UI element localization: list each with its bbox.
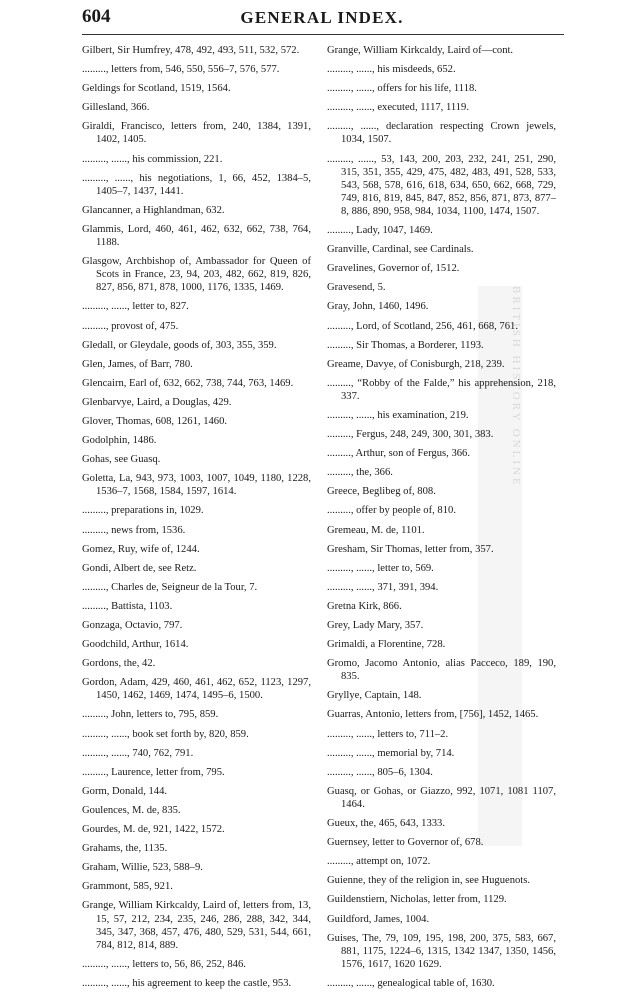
- index-entry: Gonzaga, Octavio, 797.: [82, 620, 183, 631]
- index-entry: Grey, Lady Mary, 357.: [327, 620, 424, 631]
- header-rule: [82, 34, 564, 35]
- index-entry: Grammont, 585, 921.: [82, 881, 173, 893]
- index-entry: Gravesend, 5.: [327, 282, 386, 294]
- index-entry: ........., ......, his examination, 219.: [327, 409, 469, 421]
- index-entry: Gray, John, 1460, 1496.: [327, 301, 429, 313]
- index-entry: ........., ......, his agreement to keep the castle, 953.: [82, 977, 292, 989]
- index-entry: Gomez, Ruy, wife of, 1244.: [82, 543, 200, 555]
- index-entry: ........., Lady, 1047, 1469.: [327, 225, 433, 237]
- index-entry: Granville, Cardinal, see Cardinals.: [327, 244, 474, 256]
- index-entry: ........., ......, his negotiations, 1, 66, 452, 1384–5, 1405–7, 1437, 1441.: [82, 172, 311, 197]
- index-entry: Gillesland, 366.: [82, 102, 150, 114]
- index-entry: Glammis, Lord, 460, 461, 462, 632, 662, 738, 764, 1188.: [82, 223, 311, 249]
- index-entry: ........., ......, offers for his life, 1118.: [327, 83, 477, 95]
- index-entry: Godolphin, 1486.: [82, 435, 157, 447]
- index-entry: Goodchild, Arthur, 1614.: [82, 639, 189, 651]
- index-entry: ........., ......, 740, 762, 791.: [82, 747, 194, 759]
- index-entry: Geldings for Scotland, 1519, 1564.: [82, 83, 231, 95]
- index-entry: Graham, Willie, 523, 588–9.: [82, 862, 203, 874]
- index-entry: Gourdes, M. de, 921, 1422, 1572.: [82, 824, 225, 836]
- page-number: 604: [82, 6, 111, 27]
- index-entry: ........., ......, 805–6, 1304.: [327, 766, 433, 778]
- index-entry: Gryllye, Captain, 148.: [327, 690, 422, 702]
- index-entry: Glenbarvye, Laird, a Douglas, 429.: [82, 396, 232, 408]
- index-entry: Greame, Davye, of Conisburgh, 218, 239.: [327, 358, 505, 370]
- index-entry: Gravelines, Governor of, 1512.: [327, 263, 460, 275]
- index-entry: ........., “Robby of the Falde,” his apprehension, 218, 337.: [327, 377, 556, 402]
- index-entry: Glen, James, of Barr, 780.: [82, 358, 193, 370]
- index-entry: ........., ......, 53, 143, 200, 203, 232, 241, 251, 290, 315, 351, 355, 429, 475, 482, 483, 491, 528, 533, 543, 568, 578, 616, 618, 634, 650, 662, 668, 729, 749, 816, 819, 845, 847, 852, 856, 871, 873, 877–8, 886, 890, 958, 984, 1034, 1100, 1474, 1507.: [327, 153, 556, 217]
- index-entry: Gohas, see Guasq.: [82, 454, 161, 466]
- index-entry: ........., Charles de, Seigneur de la Tour, 7.: [82, 581, 258, 593]
- index-entry: Gromo, Jacomo Antonio, alias Pacceco, 189, 190, 835.: [327, 658, 556, 683]
- index-entry: Greece, Beglibeg of, 808.: [327, 486, 436, 498]
- index-entry: Grange, William Kirkcaldy, Laird of—cont.: [327, 45, 514, 56]
- index-entry: Glencairn, Earl of, 632, 662, 738, 744, 763, 1469.: [82, 377, 294, 389]
- index-entry: Gledall, or Gleydale, goods of, 303, 355, 359.: [82, 339, 277, 351]
- index-entry: Gueux, the, 465, 643, 1333.: [327, 818, 445, 830]
- index-entry: Guernsey, letter to Governor of, 678.: [327, 837, 484, 849]
- watermark: BRITISH HISTORY ONLINE: [478, 286, 522, 846]
- index-entry: ........., letters from, 546, 550, 556–7, 576, 577.: [82, 64, 280, 76]
- index-entry: Goletta, La, 943, 973, 1003, 1007, 1049, 1180, 1228, 1536–7, 1568, 1584, 1597, 1614.: [82, 473, 311, 498]
- index-entry: Grimaldi, a Florentine, 728.: [327, 639, 446, 651]
- index-entry: Goulences, M. de, 835.: [82, 804, 181, 816]
- index-entry: Guildford, James, 1004.: [327, 913, 430, 925]
- index-entry: ........., ......, book set forth by, 820, 859.: [82, 728, 249, 740]
- index-entry: Glasgow, Archbishop of, Ambassador for Queen of Scots in France, 23, 94, 203, 482, 662, 819, 826, 827, 856, 871, 878, 1000, 1176, 1335, 1469.: [82, 256, 311, 294]
- index-entry: ........., news from, 1536.: [82, 524, 186, 536]
- index-entry: Gordons, the, 42.: [82, 658, 156, 670]
- index-entry: ........., ......, genealogical table of, 1630.: [327, 977, 495, 989]
- index-entry: ........., offer by people of, 810.: [327, 505, 456, 517]
- index-entry: Gilbert, Sir Humfrey, 478, 492, 493, 511, 532, 572.: [82, 45, 300, 56]
- index-entry: ........., Lord, of Scotland, 256, 461, 668, 761.: [327, 320, 518, 332]
- index-entry: ........., attempt on, 1072.: [327, 856, 431, 868]
- index-entry: Gondi, Albert de, see Retz.: [82, 562, 197, 574]
- index-entry: ........., ......, his misdeeds, 652.: [327, 64, 456, 76]
- index-entry: ........., provost of, 475.: [82, 320, 179, 332]
- index-entry: ........., Fergus, 248, 249, 300, 301, 383.: [327, 429, 494, 441]
- index-entry: Guises, The, 79, 109, 195, 198, 200, 375, 583, 667, 881, 1175, 1224–6, 1315, 1342 1347, 1350, 1456, 1576, 1617, 1620 1629.: [327, 932, 556, 970]
- index-entry: ........., ......, letters to, 711–2.: [327, 728, 449, 740]
- index-entry: ........., Sir Thomas, a Borderer, 1193.: [327, 339, 484, 351]
- index-entry: Guildenstiern, Nicholas, letter from, 1129.: [327, 894, 507, 906]
- index-entry: ........., ......, memorial by, 714.: [327, 747, 455, 759]
- page-header: [82, 6, 562, 32]
- index-column-right: [327, 44, 556, 996]
- index-entry: Guarras, Antonio, letters from, [756], 1452, 1465.: [327, 709, 539, 721]
- index-entry: Gresham, Sir Thomas, letter from, 357.: [327, 543, 494, 555]
- index-entry: ........., ......, 371, 391, 394.: [327, 581, 439, 593]
- index-entry: Guasq, or Gohas, or Giazzo, 992, 1071, 1081 1107, 1464.: [327, 785, 556, 810]
- index-entry: ........., ......, declaration respecting Crown jewels, 1034, 1507.: [327, 121, 556, 146]
- index-entry: Giraldi, Francisco, letters from, 240, 1384, 1391, 1402, 1405.: [82, 121, 311, 146]
- index-entry: Grange, William Kirkcaldy, Laird of, letters from, 13, 15, 57, 212, 234, 235, 246, 286, 288, 342, 344, 345, 347, 368, 457, 476, 480, 529, 531, 544, 661, 784, 812, 814, 889.: [82, 900, 311, 951]
- index-entry: Gorm, Donald, 144.: [82, 785, 168, 797]
- index-entry: Guienne, they of the religion in, see Huguenots.: [327, 875, 530, 887]
- index-entry: ........., the, 366.: [327, 467, 393, 479]
- index-entry: ........., Battista, 1103.: [82, 600, 173, 612]
- index-entry: Gremeau, M. de, 1101.: [327, 524, 425, 536]
- index-entry: Glancanner, a Highlandman, 632.: [82, 204, 225, 216]
- index-entry: ........., ......, letter to, 569.: [327, 562, 434, 574]
- page-title: GENERAL INDEX.: [240, 8, 404, 27]
- index-entry: ........., ......, executed, 1117, 1119.: [327, 102, 470, 114]
- index-entry: ........., ......, letter to, 827.: [82, 301, 189, 313]
- index-entry: Gordon, Adam, 429, 460, 461, 462, 652, 1123, 1297, 1450, 1462, 1469, 1474, 1495–6, 1500.: [82, 677, 311, 702]
- index-entry: ........., John, letters to, 795, 859.: [82, 709, 219, 721]
- index-entry: ........., Laurence, letter from, 795.: [82, 766, 225, 778]
- index-column-left: [82, 44, 311, 996]
- index-entry: Grahams, the, 1135.: [82, 843, 168, 855]
- index-entry: ........., preparations in, 1029.: [82, 505, 204, 517]
- index-entry: ........., Arthur, son of Fergus, 366.: [327, 448, 470, 460]
- index-entry: Gretna Kirk, 866.: [327, 600, 402, 612]
- index-entry: Glover, Thomas, 608, 1261, 1460.: [82, 415, 228, 427]
- index-entry: ........., ......, letters to, 56, 86, 252, 846.: [82, 958, 246, 970]
- index-entry: ........., ......, his commission, 221.: [82, 153, 223, 165]
